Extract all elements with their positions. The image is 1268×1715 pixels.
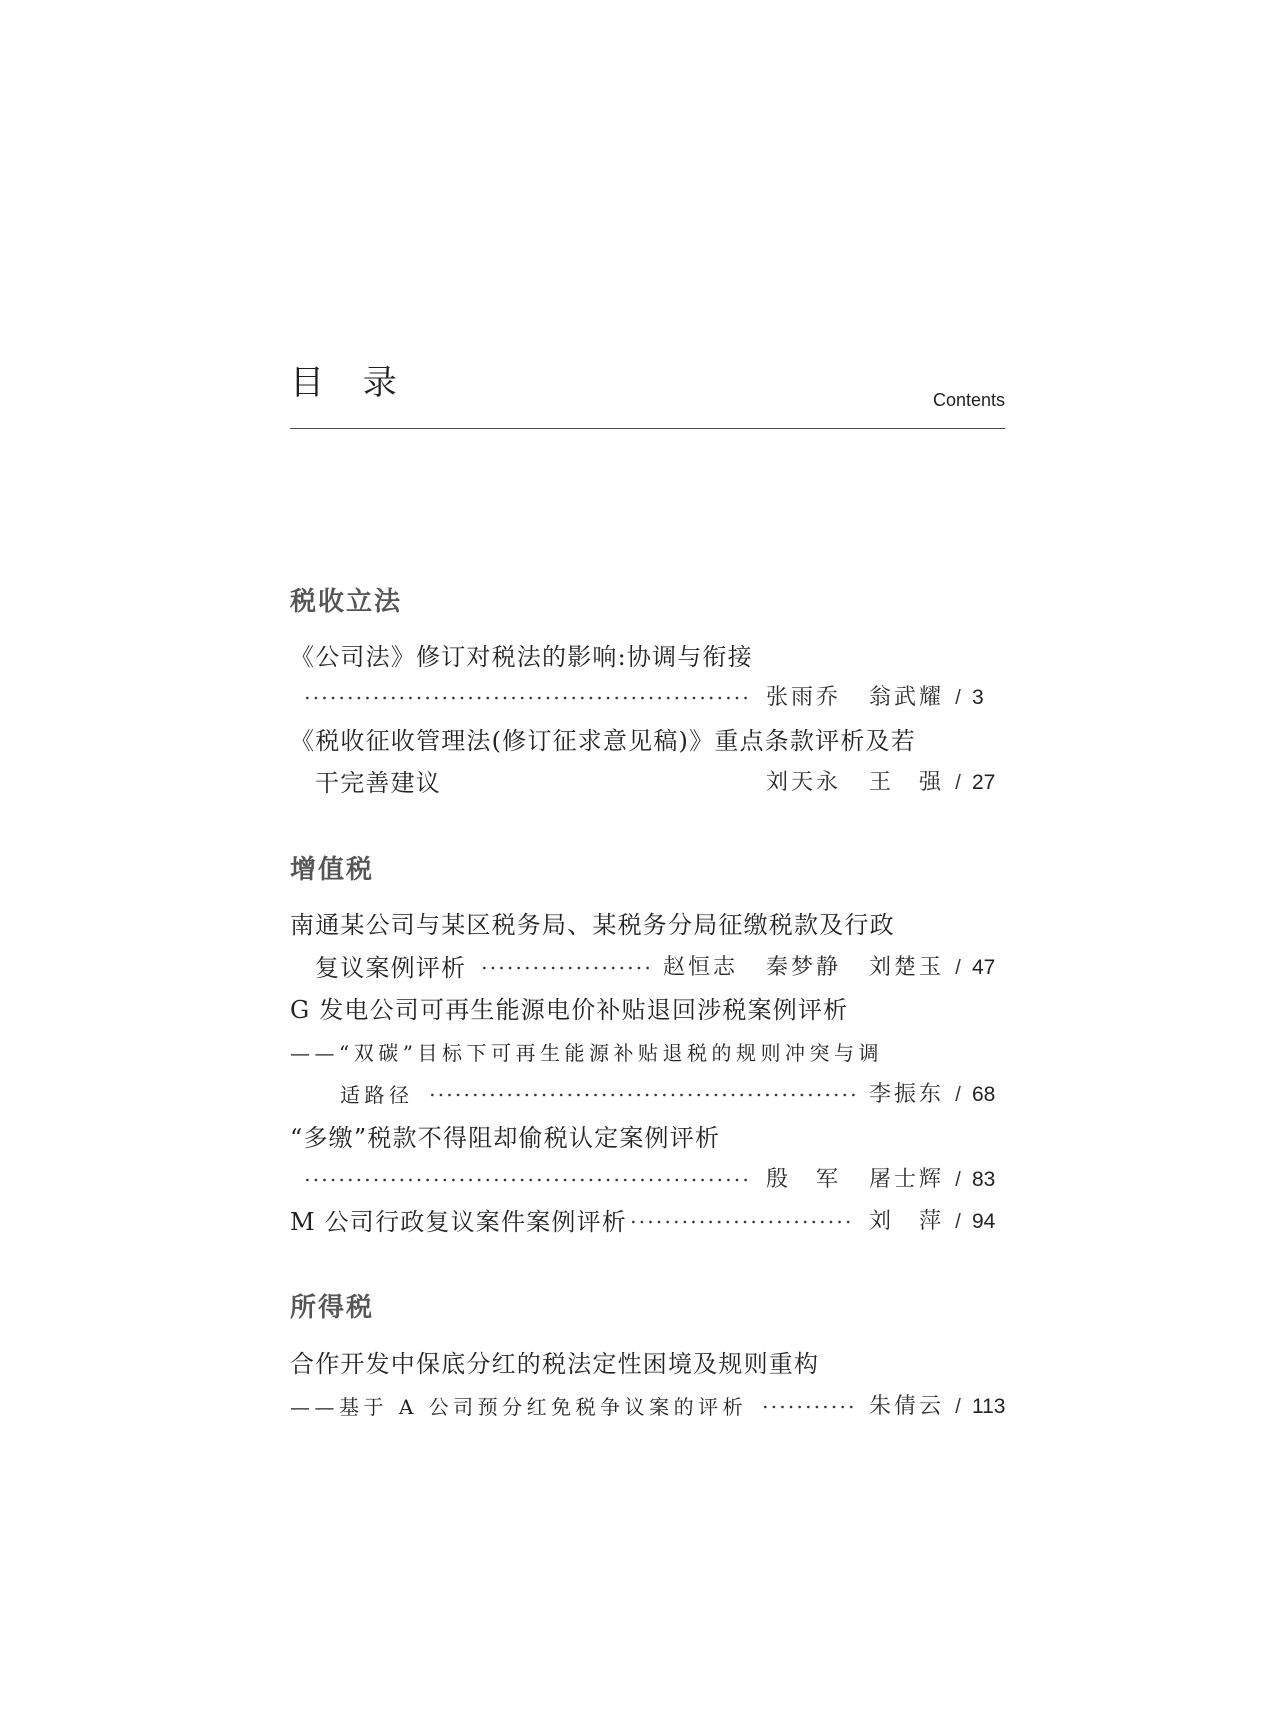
toc-entry-authors <box>766 768 944 798</box>
toc-entry-title: G 发电公司可再生能源电价补贴退回涉税案例评析 <box>290 996 849 1024</box>
author-name: 刘天永 <box>765 770 841 795</box>
dot-leader <box>629 1220 855 1224</box>
author-name: 朱倩云 <box>868 1394 944 1419</box>
author-name: 秦梦静 <box>765 955 841 980</box>
section-heading-income-tax: 所得税 <box>290 1293 375 1323</box>
page-separator: / <box>955 687 961 709</box>
toc-entry-tail <box>303 683 1010 713</box>
toc-entry-authors <box>766 1165 944 1195</box>
author-name: 刘 萍 <box>868 1209 944 1234</box>
author-name: 李振东 <box>868 1082 944 1107</box>
author-name: 王 强 <box>868 770 944 795</box>
page-separator: / <box>955 957 961 979</box>
dot-leader <box>761 1405 855 1409</box>
toc-entry-title-continued: 干完善建议 <box>315 769 441 797</box>
page-number: 83 <box>972 1168 996 1191</box>
toc-entry-tail <box>290 1392 1010 1422</box>
author-name: 刘楚玉 <box>868 955 944 980</box>
toc-subtitle-contents: Contents <box>932 390 1005 410</box>
toc-entry-title: “多缴”税款不得阻却偷税认定案例评析 <box>290 1124 721 1152</box>
toc-entry-authors <box>869 1392 944 1422</box>
toc-entry-tail <box>340 1080 1010 1110</box>
toc-entry-authors <box>766 683 944 713</box>
page-separator: / <box>955 1169 961 1191</box>
toc-entry-title: 合作开发中保底分红的税法定性困境及规则重构 <box>290 1350 820 1378</box>
page-separator: / <box>955 772 961 794</box>
toc-entry-title: 《税收征收管理法(修订征求意见稿)》重点条款评析及若 <box>290 727 916 755</box>
author-name: 屠士辉 <box>868 1167 944 1192</box>
toc-entry <box>290 1207 1010 1237</box>
toc-entry-tail <box>315 953 1010 983</box>
toc-entry-subtitle-continued: 适路径 <box>340 1083 414 1107</box>
toc-entry-title-continued: 复议案例评析 <box>315 954 467 982</box>
toc-entry-subtitle: ——“双碳”目标下可再生能源补贴退税的规则冲突与调 <box>290 1041 883 1065</box>
author-name: 张雨乔 <box>765 685 841 710</box>
author-name: 殷 军 <box>765 1167 841 1192</box>
page-number: 113 <box>972 1395 1006 1418</box>
dot-leader <box>480 966 649 970</box>
section-heading-vat: 增值税 <box>290 855 375 885</box>
toc-entry-authors <box>663 953 944 983</box>
toc-entry-tail <box>315 768 1010 798</box>
toc-entry-authors <box>869 1080 944 1110</box>
toc-title: 目 录 <box>290 363 411 403</box>
toc-entry-title: 《公司法》修订对税法的影响:协调与衔接 <box>290 643 753 671</box>
header-divider <box>290 428 1005 429</box>
page-number: 27 <box>972 771 996 794</box>
toc-entry-title: M 公司行政复议案件案例评析 <box>290 1208 628 1236</box>
dot-leader <box>303 696 752 700</box>
page-number: 94 <box>972 1210 996 1233</box>
dot-leader <box>303 1178 752 1182</box>
toc-entry-tail <box>303 1165 1010 1195</box>
toc-entry-title: 南通某公司与某区税务局、某税务分局征缴税款及行政 <box>290 911 895 939</box>
toc-entry-authors <box>869 1207 944 1237</box>
page-separator: / <box>955 1211 961 1233</box>
page-separator: / <box>955 1396 961 1418</box>
page-separator: / <box>955 1084 961 1106</box>
section-heading-tax-legislation: 税收立法 <box>290 587 403 617</box>
author-name: 翁武耀 <box>868 685 944 710</box>
page-number: 3 <box>972 686 984 709</box>
page-number: 68 <box>972 1083 996 1106</box>
dot-leader <box>428 1093 855 1097</box>
page-number: 47 <box>972 956 996 979</box>
toc-entry-subtitle: ——基于 A 公司预分红免税争议案的评析 <box>290 1395 748 1419</box>
author-name: 赵恒志 <box>662 955 738 980</box>
